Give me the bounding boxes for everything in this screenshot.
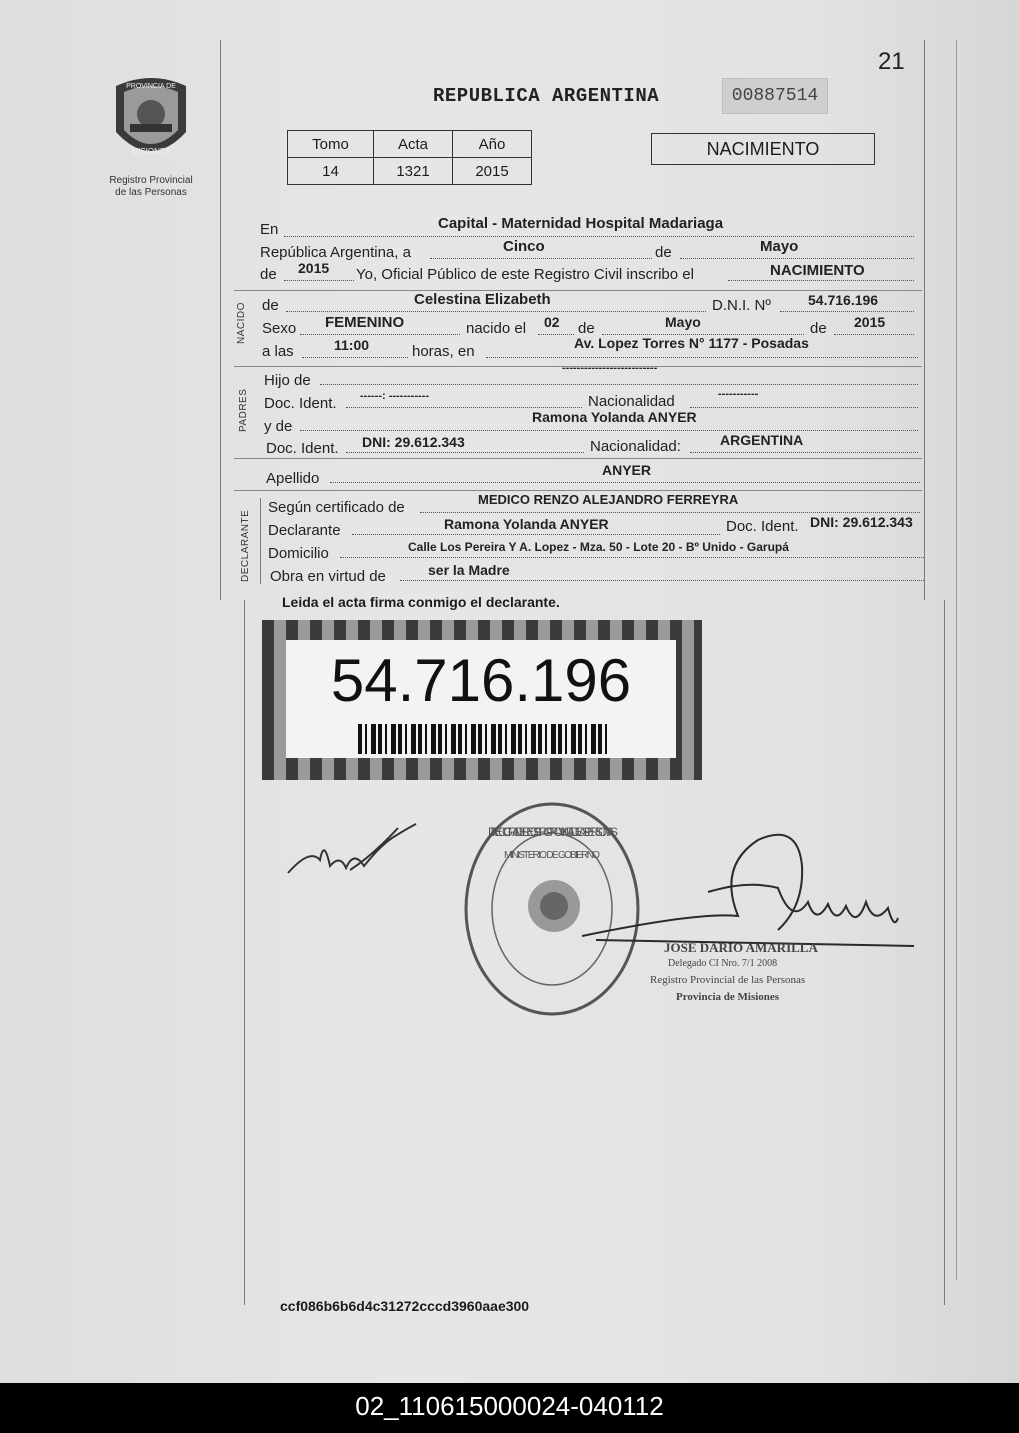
de-label-2: de: [260, 266, 277, 283]
y-de-label: y de: [264, 418, 293, 435]
left-margin-line-lower: [244, 600, 245, 1305]
mother-name: Ramona Yolanda ANYER: [532, 409, 697, 425]
obra-label: Obra en virtud de: [270, 568, 386, 585]
en-label: En: [260, 221, 279, 238]
footer-id: 02_110615000024-040112: [355, 1391, 664, 1421]
apellido-label: Apellido: [266, 470, 320, 487]
mother-nationality: ARGENTINA: [720, 432, 804, 448]
dni-sticker: [262, 620, 702, 780]
day-words: Cinco: [503, 238, 545, 255]
declarant-name: Ramona Yolanda ANYER: [444, 516, 609, 532]
declarant-doc-label: Doc. Ident.: [726, 518, 799, 535]
tomo-header: Tomo: [288, 131, 374, 158]
declarante-label: Declarante: [268, 522, 341, 539]
declarant-doc: DNI: 29.612.343: [810, 514, 913, 530]
nacido-side-label: NACIDO: [236, 302, 247, 344]
signer-title: Delegado CI Nro. 7/1 2008: [668, 958, 778, 969]
signer-name: JOSÉ DARIO AMARILLA: [664, 940, 818, 955]
domicilio-label: Domicilio: [268, 545, 329, 562]
document-title: REPUBLICA ARGENTINA: [433, 85, 660, 107]
dni-label: D.N.I. Nº: [712, 297, 771, 314]
svg-text:PROVINCIA DE: PROVINCIA DE: [126, 83, 176, 90]
svg-text:MISIONES: MISIONES: [131, 147, 171, 156]
child-sex: FEMENINO: [325, 314, 405, 331]
stamp-inner-text: MINISTERIO DE GOBIERNO: [504, 850, 600, 861]
birth-day: 02: [544, 314, 560, 330]
declarante-side-label: DECLARANTE: [240, 509, 251, 582]
event-year: 2015: [298, 260, 330, 276]
right-margin-line-lower: [944, 600, 945, 1305]
registry-table: [287, 130, 532, 185]
de-label-1: de: [655, 244, 672, 261]
father-doc-label: Doc. Ident.: [264, 395, 337, 412]
birth-time: 11:00: [334, 337, 370, 353]
father-nat-label: Nacionalidad: [588, 393, 675, 410]
sticker-dni-number: 54.716.196: [330, 647, 632, 714]
mother-doc: DNI: 29.612.343: [362, 434, 465, 450]
a-las-label: a las: [262, 343, 294, 360]
provincial-seal-icon: [96, 74, 206, 166]
child-dni: 54.716.196: [808, 292, 879, 308]
father-doc: ------: -----------: [360, 390, 429, 402]
signer-office: Registro Provincial de las Personas: [650, 974, 806, 986]
registry-emblem: [96, 74, 206, 199]
father-name: --------------------------: [562, 362, 658, 374]
left-margin-line: [220, 40, 221, 600]
right-margin-line: [924, 40, 925, 600]
republica-label: República Argentina, a: [260, 244, 411, 261]
acta-header: Acta: [374, 131, 453, 158]
emblem-caption-line1: Registro Provincial: [109, 175, 193, 186]
cert-label: Según certificado de: [268, 499, 405, 516]
signature-note: Leida el acta firma conmigo el declarante.: [282, 594, 560, 610]
sexo-label: Sexo: [262, 320, 297, 337]
tomo-value: 14: [288, 158, 374, 185]
nacido-de-label-2: de: [578, 320, 595, 337]
birth-year: 2015: [854, 314, 886, 330]
acta-value: 1321: [374, 158, 453, 185]
event-act: NACIMIENTO: [770, 262, 865, 279]
stamp-ring-text: DIRECC. GRAL. DEL REGISTRO PROVINCIAL DE LAS PERSONAS: [488, 825, 619, 839]
page-edge-line: [956, 40, 957, 1280]
signer-province: Provincia de Misiones: [676, 991, 780, 1003]
document-hash: ccf086b6b6d4c31272cccd3960aae300: [280, 1298, 530, 1314]
page-number: 21: [878, 48, 905, 75]
registrar-statement: Yo, Oficial Público de este Registro Civil inscribo el: [356, 266, 694, 283]
serial-number: 00887514: [722, 78, 828, 114]
anio-header: Año: [453, 131, 532, 158]
barcode-icon: [358, 724, 608, 754]
event-month: Mayo: [760, 238, 799, 255]
emblem-caption-line2: de las Personas: [115, 187, 187, 198]
hijo-de-label: Hijo de: [264, 372, 311, 389]
mother-doc-label: Doc. Ident.: [266, 440, 339, 457]
act-type-box: NACIMIENTO: [651, 133, 875, 165]
footer-id-bar: [0, 1383, 1019, 1433]
birth-place: Av. Lopez Torres N° 1177 - Posadas: [574, 335, 809, 351]
padres-side-label: PADRES: [238, 388, 249, 432]
birth-month: Mayo: [665, 314, 701, 330]
father-nationality: -----------: [718, 388, 759, 400]
anio-value: 2015: [453, 158, 532, 185]
nacido-de-label-3: de: [810, 320, 827, 337]
horas-label: horas, en: [412, 343, 475, 360]
event-place: Capital - Maternidad Hospital Madariaga: [438, 215, 724, 232]
declarant-signature: [280, 818, 430, 888]
declarant-address: Calle Los Pereira Y A. Lopez - Mza. 50 - Lote 20 - Bº Unido - Garupá: [408, 540, 789, 554]
certifying-doctor: MEDICO RENZO ALEJANDRO FERREYRA: [478, 492, 739, 507]
declarant-relation: ser la Madre: [428, 562, 510, 578]
nacido-de-label: de: [262, 297, 279, 314]
child-name: Celestina Elizabeth: [414, 291, 551, 308]
official-signature: [578, 826, 918, 956]
nacido-el-label: nacido el: [466, 320, 527, 337]
surname: ANYER: [602, 462, 652, 478]
mother-nat-label: Nacionalidad:: [590, 438, 681, 455]
